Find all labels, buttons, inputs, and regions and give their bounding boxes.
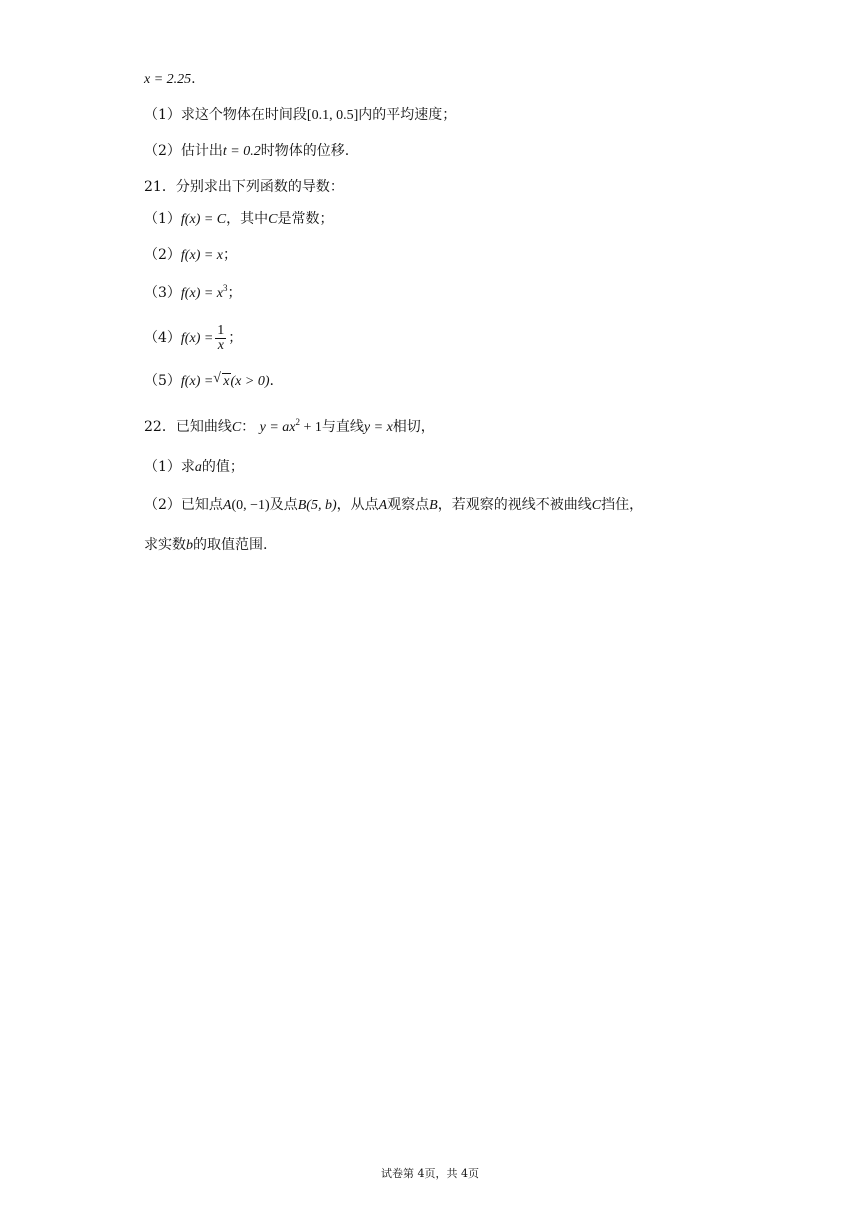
problem-22-title: 22．已知曲线C： $y = ax^2 + 1$与直线y = x相切， [144, 417, 435, 435]
page-footer: 试卷第 4页，共 4页 [381, 1167, 479, 1180]
interval: [0.1, 0.5] [306, 108, 359, 123]
equation: t = 0.2 [222, 144, 261, 159]
problem-20-part-2: （2）估计出t = 0.2时物体的位移. [144, 143, 350, 159]
equation: f(x) = [180, 331, 214, 346]
problem-22-part-2-continued: 求实数b的取值范围. [144, 537, 268, 553]
problem-21-part-4: （4）f(x) = $\frac{1}{x}$ ； [144, 322, 243, 353]
problem-22-part-2: （2）已知点A(0, −1)及点B(5, b)，从点A观察点B，若观察的视线不被曲线C挡住， [144, 497, 644, 513]
equation: f(x) = x [180, 286, 224, 301]
problem-22-part-1: （1）求a的值； [144, 459, 244, 475]
problem-21-part-5: （5）f(x) = √ x(x > 0). [144, 371, 274, 389]
problem-20-continuation: x = 2.25. [144, 71, 196, 87]
problem-21-part-3: $(3)f(x) = x^3$； [144, 283, 242, 301]
point-coordinates: (0, −1) [231, 498, 270, 513]
problem-21-part-2: （2）f(x) = x； [144, 247, 238, 263]
problem-21-part-1: （1）f(x) = C，其中C是常数； [144, 211, 334, 227]
fraction: $\frac{1}{x}$ [217, 322, 225, 353]
equation: f(x) = [180, 374, 214, 389]
curve-equation: y = ax [259, 420, 296, 435]
equation: x = 2.25 [144, 72, 192, 87]
point-coordinates: (5, b) [306, 498, 337, 513]
equation: f(x) = x [180, 248, 224, 263]
problem-21-title: 21．分别求出下列函数的导数： [144, 179, 344, 195]
square-root: √ x [213, 371, 230, 389]
problem-20-part-1: （1）求这个物体在时间段[0.1, 0.5]内的平均速度； [144, 107, 457, 123]
equation: f(x) = C [180, 212, 227, 227]
line-equation: y = x [363, 420, 393, 435]
